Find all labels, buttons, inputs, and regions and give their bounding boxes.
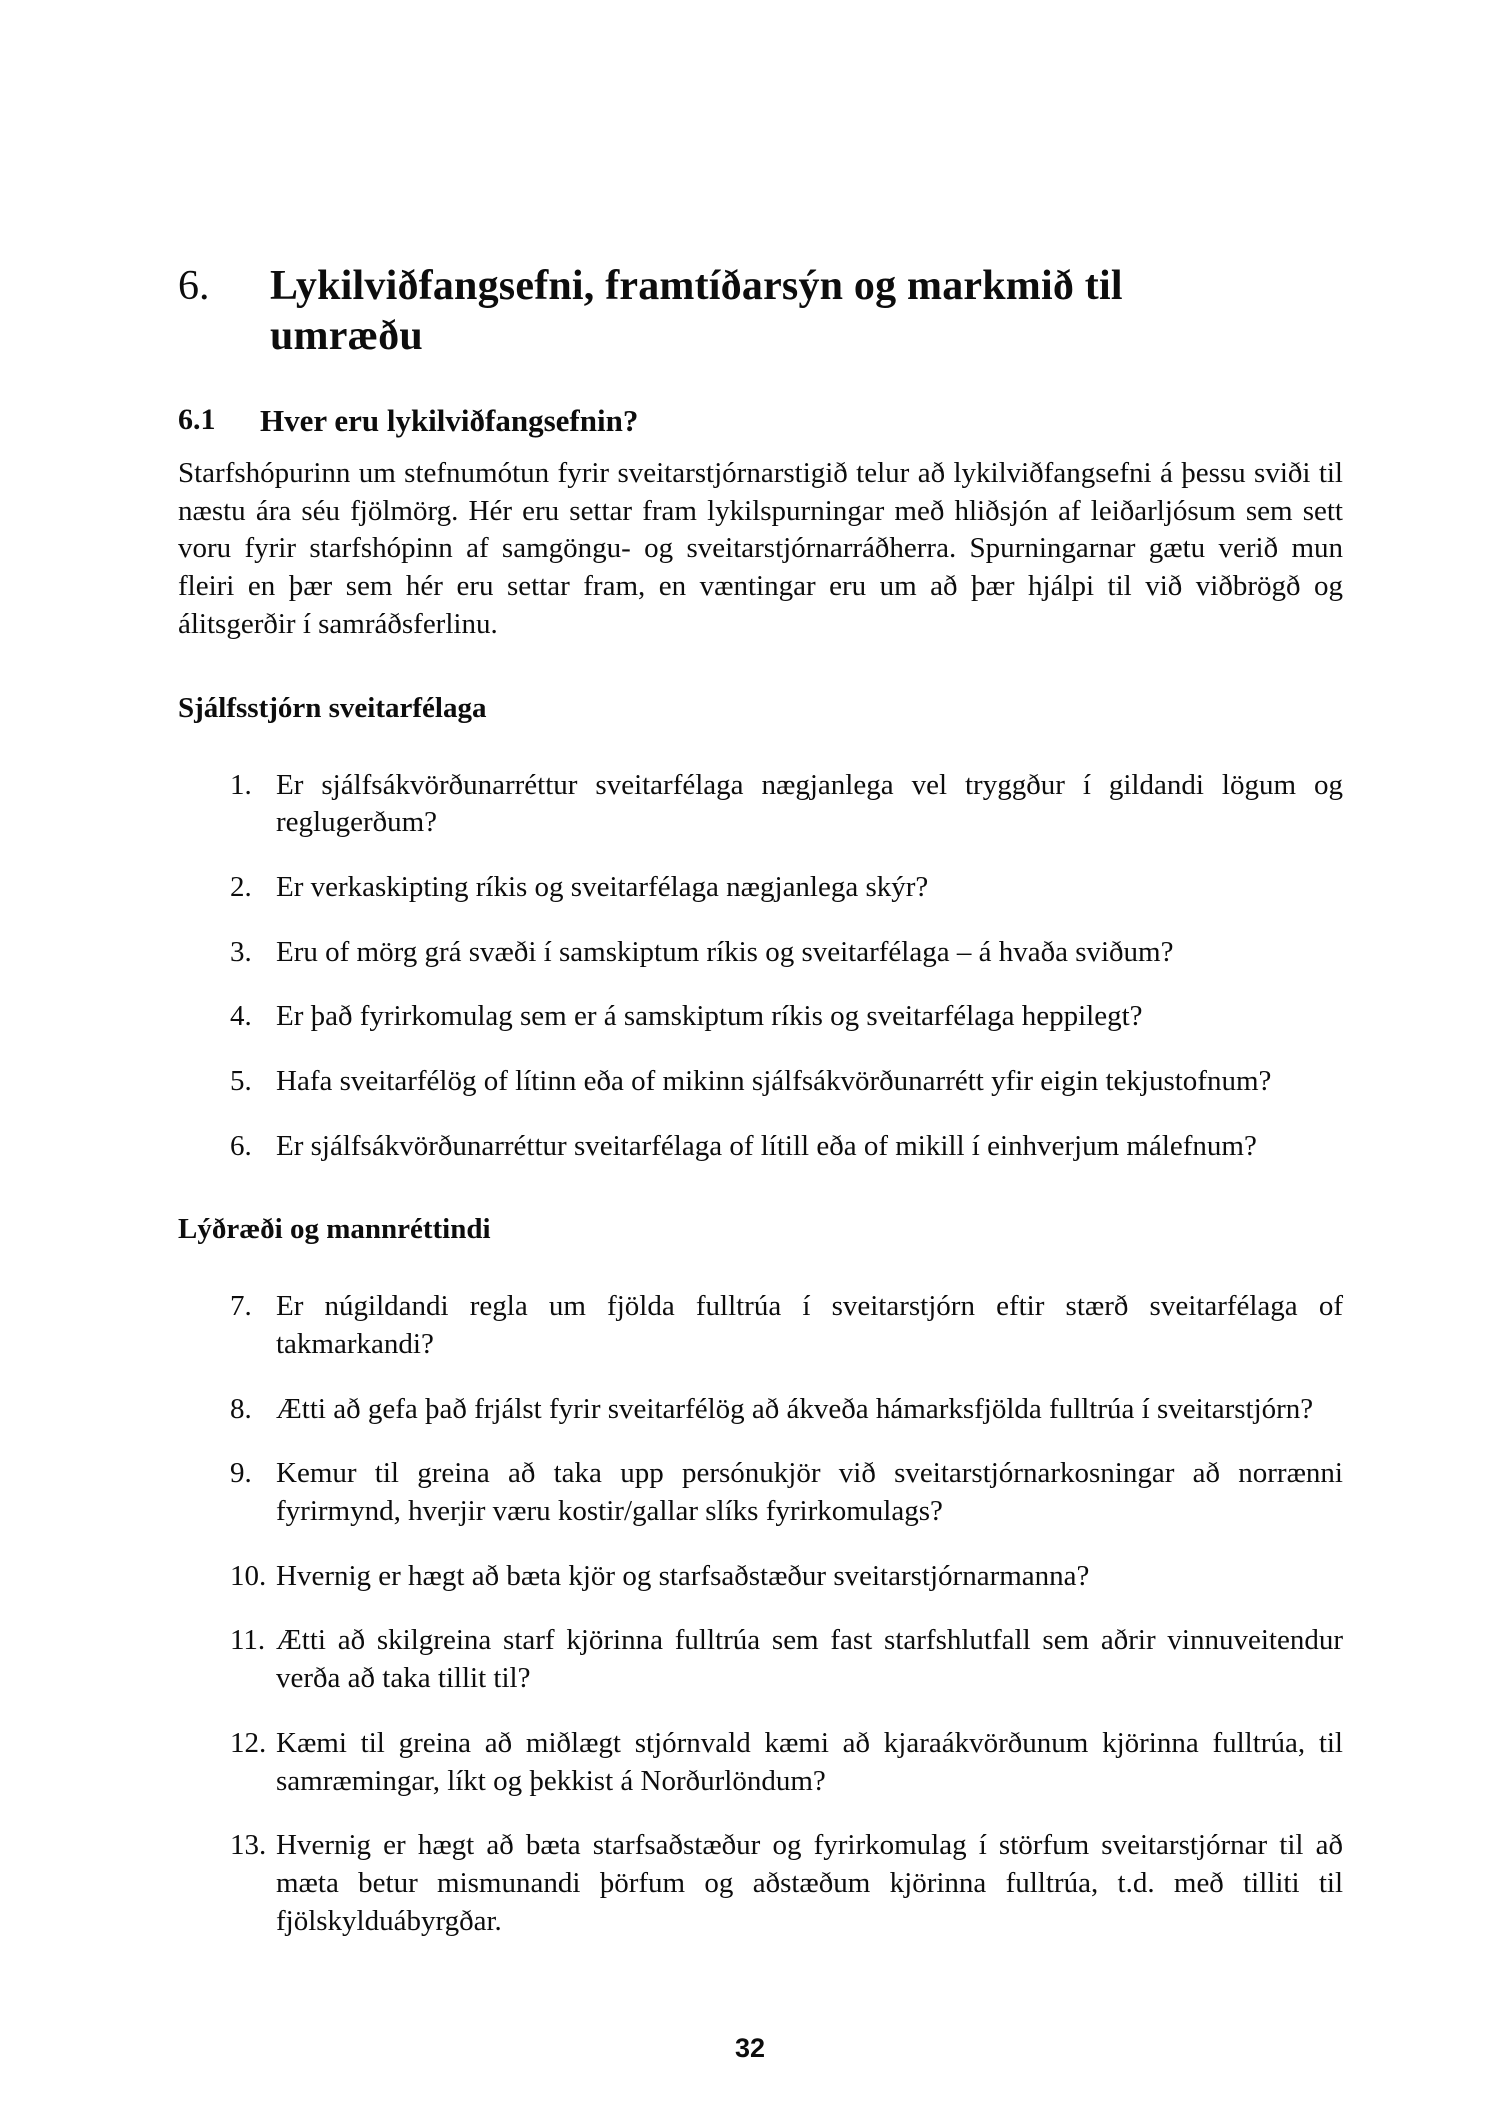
list-item (230, 998, 1343, 1036)
chapter-title: Lykilviðfangsefni, framtíðarsýn og markmið til umræðu (270, 263, 1123, 359)
list-item-number: 3. (230, 935, 252, 968)
list-item-number: 1. (230, 768, 252, 801)
list-item (230, 1827, 1343, 1940)
list-item-number: 5. (230, 1064, 252, 1097)
list-item-text: Kemur til greina að taka upp persónukjör við sveitarstjórnarkosningar að norrænni fyrirmynd, hverjir væru kostir/gallar slíks fyrirkomulags? (276, 1457, 1343, 1528)
list-item-number: 7. (230, 1290, 252, 1323)
list-item (230, 1455, 1343, 1530)
list-item-text: Er sjálfsákvörðunarréttur sveitarfélaga nægjanlega vel tryggður í gildandi lögum og reglugerðum? (276, 768, 1343, 839)
question-list-1 (178, 767, 1343, 1166)
list-item-text: Ætti að gefa það frjálst fyrir sveitarfélög að ákveða hámarksfjölda fulltrúa í sveitarstjórn? (276, 1392, 1314, 1425)
list-item-text: Ætti að skilgreina starf kjörinna fulltrúa sem fast starfshlutfall sem aðrir vinnuveitendur verða að taka tillit til? (276, 1624, 1343, 1695)
intro-paragraph: Starfshópurinn um stefnumótun fyrir sveitarstjórnarstigið telur að lykilviðfangsefni á þessu sviði til næstu ára séu fjölmörg. Hér eru settar fram lykilspurningar með hliðsjón af leiðarljósum sem sett voru fyrir starfshópinn af samgöngu- og sveitarstjórnarráðherra. Spurningarnar gætu verið mun fleiri en þær sem hér eru settar fram, en væntingar eru um að þær hjálpi til við viðbrögð og álitsgerðir í samráðsferlinu. (178, 457, 1343, 640)
list-item-text: Kæmi til greina að miðlægt stjórnvald kæmi að kjaraákvörðunum kjörinna fulltrúa, til samræmingar, líkt og þekkist á Norðurlöndum? (276, 1726, 1343, 1797)
list-item (230, 1288, 1343, 1363)
group-subheading-lydraedi: Lýðræði og mannréttindi (178, 1213, 491, 1246)
list-item (230, 1391, 1343, 1429)
list-item (230, 1063, 1343, 1101)
list-item-number: 11. (230, 1624, 266, 1657)
list-item-text: Er verkaskipting ríkis og sveitarfélaga nægjanlega skýr? (276, 870, 929, 903)
section-title: Hver eru lykilviðfangsefnin? (260, 403, 639, 439)
chapter-heading (178, 262, 1343, 361)
list-item (230, 869, 1343, 907)
list-item-text: Er það fyrirkomulag sem er á samskiptum ríkis og sveitarfélaga heppilegt? (276, 1000, 1143, 1033)
list-item-number: 13. (230, 1829, 267, 1862)
section-number: 6.1 (178, 403, 216, 437)
list-item (230, 1558, 1343, 1596)
list-item-text: Er sjálfsákvörðunarréttur sveitarfélaga of lítill eða of mikill í einhverjum málefnum? (276, 1129, 1257, 1162)
list-item (230, 1128, 1343, 1166)
list-item (230, 934, 1343, 972)
list-item-text: Hafa sveitarfélög of lítinn eða of mikinn sjálfsákvörðunarrétt yfir eigin tekjustofnum? (276, 1064, 1272, 1097)
list-item-number: 10. (230, 1559, 267, 1592)
list-item-number: 9. (230, 1457, 252, 1490)
list-item-number: 6. (230, 1129, 252, 1162)
list-item-text: Er núgildandi regla um fjölda fulltrúa í sveitarstjórn eftir stærð sveitarfélaga of takmarkandi? (276, 1290, 1343, 1361)
section-heading (178, 403, 1343, 439)
page-number: 32 (734, 2033, 766, 2063)
list-item (230, 767, 1343, 842)
list-item-number: 2. (230, 870, 252, 903)
list-item-number: 4. (230, 1000, 252, 1033)
question-list-2 (178, 1288, 1343, 1940)
list-item-text: Hvernig er hægt að bæta kjör og starfsaðstæður sveitarstjórnarmanna? (276, 1559, 1090, 1592)
list-item-text: Eru of mörg grá svæði í samskiptum ríkis og sveitarfélaga – á hvaða sviðum? (276, 935, 1174, 968)
list-item-text: Hvernig er hægt að bæta starfsaðstæður og fyrirkomulag í störfum sveitarstjórnar til að mæta betur mismunandi þörfum og aðstæðum kjörinna fulltrúa, t.d. með tilliti til fjölskylduábyrgðar. (276, 1829, 1343, 1937)
list-item (230, 1622, 1343, 1697)
list-item-number: 8. (230, 1392, 252, 1425)
list-item-number: 12. (230, 1726, 267, 1759)
list-item (230, 1725, 1343, 1800)
chapter-number: 6. (178, 263, 210, 309)
group-subheading-sjalfsstjorn: Sjálfsstjórn sveitarfélaga (178, 691, 487, 724)
